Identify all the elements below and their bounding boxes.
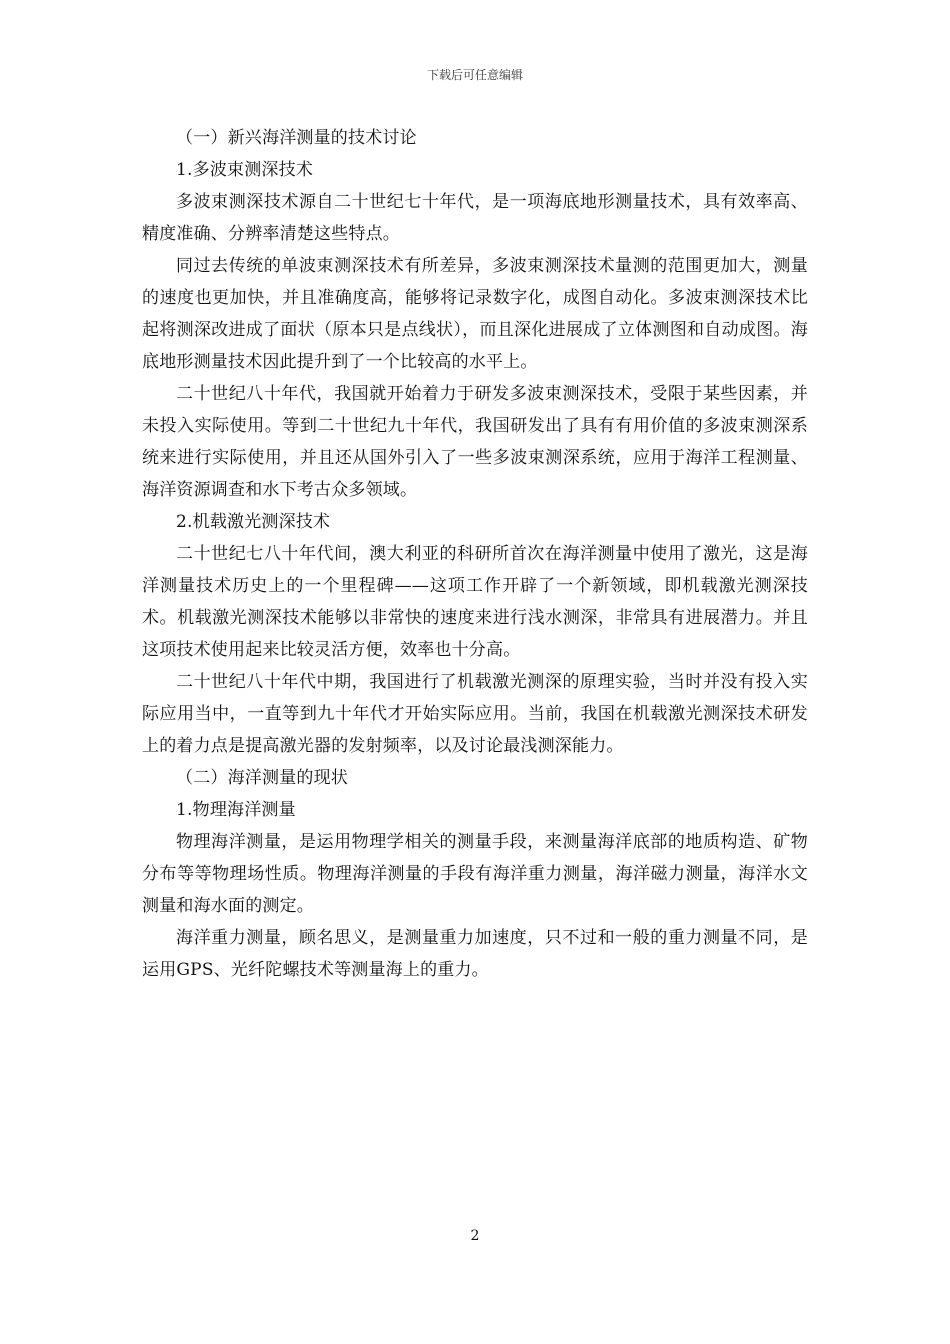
subheading-physical-survey: 1.物理海洋测量 xyxy=(176,800,296,820)
paragraph: 二十世纪七八十年代间，澳大利亚的科研所首次在海洋测量中使用了激光，这是海洋测量技术历史上的一个里程碑——这项工作开辟了一个新领域，即机载激光测深技术。机载激光测深技术能够以非常快的速度来进行浅水测深，非常具有进展潜力。并且这项技术使用起来比较灵活方便，效率也十分高。 xyxy=(142,544,808,660)
document-body xyxy=(142,122,808,986)
paragraph: 二十世纪八十年代中期，我国进行了机载激光测深的原理实验，当时并没有投入实际应用当中，一直等到九十年代才开始实际应用。当前，我国在机载激光测深技术研发上的着力点是提高激光器的发射频率，以及讨论最浅测深能力。 xyxy=(142,672,808,756)
paragraph: 多波束测深技术源自二十世纪七十年代，是一项海底地形测量技术，具有效率高、精度准确、分辨率清楚这些特点。 xyxy=(142,192,808,244)
page-header: 下载后可任意编辑 xyxy=(426,68,523,82)
section-heading-emerging-tech: （一）新兴海洋测量的技术讨论 xyxy=(176,128,417,148)
paragraph: 海洋重力测量，顾名思义，是测量重力加速度，只不过和一般的重力测量不同，是运用GPS、光纤陀螺技术等测量海上的重力。 xyxy=(142,928,808,980)
subheading-multibeam: 1.多波束测深技术 xyxy=(176,160,314,180)
paragraph: 同过去传统的单波束测深技术有所差异，多波束测深技术量测的范围更加大，测量的速度也更加快，并且准确度高，能够将记录数字化，成图自动化。多波束测深技术比起将测深改进成了面状（原本只是点线状），而且深化进展成了立体测图和自动成图。海底地形测量技术因此提升到了一个比较高的水平上。 xyxy=(142,256,808,372)
paragraph: 二十世纪八十年代，我国就开始着力于研发多波束测深技术，受限于某些因素，并未投入实际使用。等到二十世纪九十年代，我国研发出了具有有用价值的多波束测深系统来进行实际使用，并且还从国外引入了一些多波束测深系统，应用于海洋工程测量、海洋资源调查和水下考古众多领域。 xyxy=(142,384,808,500)
paragraph: 物理海洋测量，是运用物理学相关的测量手段，来测量海洋底部的地质构造、矿物分布等等物理场性质。物理海洋测量的手段有海洋重力测量，海洋磁力测量，海洋水文测量和海水面的测定。 xyxy=(142,832,808,916)
section-heading-current-status: （二）海洋测量的现状 xyxy=(176,768,348,788)
subheading-airborne-laser: 2.机载激光测深技术 xyxy=(176,512,331,532)
page-number: 2 xyxy=(470,1228,480,1244)
